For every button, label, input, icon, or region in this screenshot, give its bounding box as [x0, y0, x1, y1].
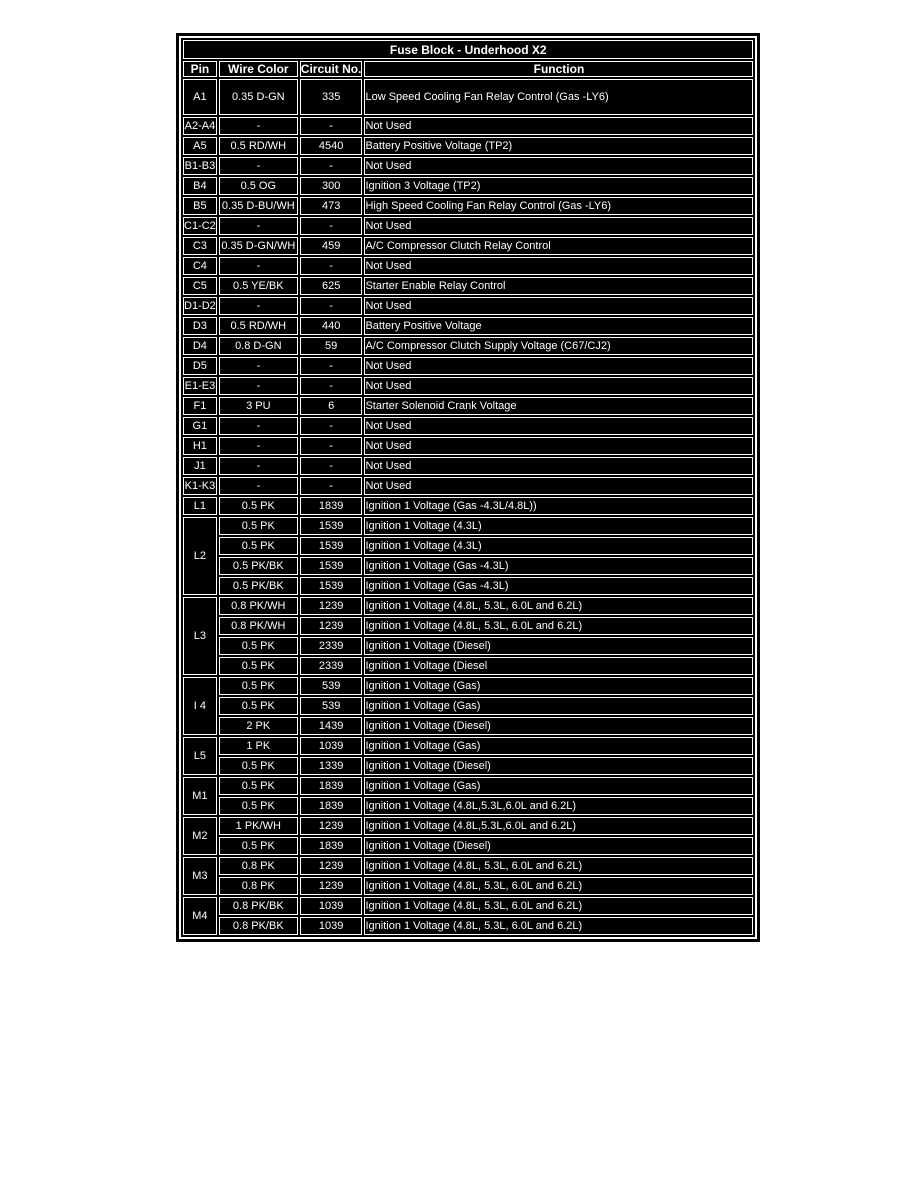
wire-color-cell: - — [219, 217, 298, 235]
circuit-no-cell: 1039 — [300, 737, 363, 755]
pin-cell: E1-E3 — [183, 377, 217, 395]
table-row — [183, 177, 753, 195]
pin-cell: A1 — [183, 79, 217, 115]
function-cell: Not Used — [364, 357, 753, 375]
pin-cell: B4 — [183, 177, 217, 195]
circuit-no-cell: 1039 — [300, 897, 363, 915]
wire-color-cell: - — [219, 117, 298, 135]
circuit-no-cell: 300 — [300, 177, 363, 195]
table-row — [183, 377, 753, 395]
table-row — [183, 617, 753, 635]
function-cell: Not Used — [364, 417, 753, 435]
table-row — [183, 737, 753, 755]
circuit-no-cell: 440 — [300, 317, 363, 335]
circuit-no-cell: 1539 — [300, 557, 363, 575]
pin-cell: D3 — [183, 317, 217, 335]
table-row — [183, 277, 753, 295]
wire-color-cell: 0.5 PK — [219, 537, 298, 555]
wire-color-cell: - — [219, 297, 298, 315]
pin-cell: D4 — [183, 337, 217, 355]
function-cell: Not Used — [364, 457, 753, 475]
pin-cell: L2 — [183, 517, 217, 595]
table-row — [183, 397, 753, 415]
function-cell: Ignition 1 Voltage (Gas -4.3L) — [364, 577, 753, 595]
wire-color-cell: 0.8 PK — [219, 877, 298, 895]
function-cell: Not Used — [364, 117, 753, 135]
function-cell: Not Used — [364, 257, 753, 275]
function-cell: Ignition 1 Voltage (4.8L, 5.3L, 6.0L and 6.2L) — [364, 917, 753, 935]
wire-color-cell: 0.5 RD/WH — [219, 317, 298, 335]
table-row — [183, 337, 753, 355]
circuit-no-cell: 4540 — [300, 137, 363, 155]
pin-cell: M1 — [183, 777, 217, 815]
table-row — [183, 677, 753, 695]
column-header: Wire Color — [219, 61, 298, 77]
table-row — [183, 457, 753, 475]
function-cell: Low Speed Cooling Fan Relay Control (Gas -LY6) — [364, 79, 753, 115]
table-row — [183, 877, 753, 895]
table-row — [183, 657, 753, 675]
function-cell: Ignition 1 Voltage (4.8L,5.3L,6.0L and 6.2L) — [364, 817, 753, 835]
wire-color-cell: 0.5 PK/BK — [219, 557, 298, 575]
pin-cell: G1 — [183, 417, 217, 435]
circuit-no-cell: - — [300, 417, 363, 435]
circuit-no-cell: 1539 — [300, 577, 363, 595]
wire-color-cell: 0.5 PK — [219, 797, 298, 815]
table-row — [183, 217, 753, 235]
function-cell: Ignition 1 Voltage (Diesel) — [364, 757, 753, 775]
function-cell: Ignition 1 Voltage (Diesel — [364, 657, 753, 675]
circuit-no-cell: - — [300, 157, 363, 175]
function-cell: Not Used — [364, 297, 753, 315]
pin-cell: C5 — [183, 277, 217, 295]
function-cell: Not Used — [364, 437, 753, 455]
wire-color-cell: 0.8 PK — [219, 857, 298, 875]
function-cell: Ignition 1 Voltage (4.3L) — [364, 517, 753, 535]
function-cell: Ignition 1 Voltage (4.8L, 5.3L, 6.0L and 6.2L) — [364, 857, 753, 875]
table-row — [183, 497, 753, 515]
table-row — [183, 297, 753, 315]
pin-cell: C1-C2 — [183, 217, 217, 235]
circuit-no-cell: - — [300, 477, 363, 495]
wire-color-cell: - — [219, 477, 298, 495]
wire-color-cell: 0.35 D-BU/WH — [219, 197, 298, 215]
wire-color-cell: - — [219, 437, 298, 455]
table-row — [183, 697, 753, 715]
circuit-no-cell: 1239 — [300, 857, 363, 875]
wire-color-cell: 1 PK/WH — [219, 817, 298, 835]
function-cell: Starter Enable Relay Control — [364, 277, 753, 295]
table-row — [183, 237, 753, 255]
circuit-no-cell: 473 — [300, 197, 363, 215]
column-header: Pin — [183, 61, 217, 77]
pin-cell: M4 — [183, 897, 217, 935]
function-cell: Ignition 1 Voltage (4.8L, 5.3L, 6.0L and 6.2L) — [364, 877, 753, 895]
table-row — [183, 517, 753, 535]
function-cell: Ignition 1 Voltage (Diesel) — [364, 717, 753, 735]
function-cell: Starter Solenoid Crank Voltage — [364, 397, 753, 415]
function-cell: Battery Positive Voltage (TP2) — [364, 137, 753, 155]
pin-cell: H1 — [183, 437, 217, 455]
table-title-row — [183, 40, 753, 59]
table-row — [183, 917, 753, 935]
function-cell: Ignition 1 Voltage (Diesel) — [364, 637, 753, 655]
circuit-no-cell: 335 — [300, 79, 363, 115]
wire-color-cell: 0.5 PK — [219, 677, 298, 695]
wire-color-cell: 0.8 PK/BK — [219, 917, 298, 935]
wire-color-cell: - — [219, 417, 298, 435]
pin-cell: D1-D2 — [183, 297, 217, 315]
function-cell: High Speed Cooling Fan Relay Control (Gas -LY6) — [364, 197, 753, 215]
wire-color-cell: 3 PU — [219, 397, 298, 415]
function-cell: Ignition 1 Voltage (Gas) — [364, 697, 753, 715]
circuit-no-cell: - — [300, 297, 363, 315]
circuit-no-cell: 1439 — [300, 717, 363, 735]
wire-color-cell: 2 PK — [219, 717, 298, 735]
function-cell: A/C Compressor Clutch Supply Voltage (C67/CJ2) — [364, 337, 753, 355]
circuit-no-cell: 1239 — [300, 597, 363, 615]
table-row — [183, 637, 753, 655]
circuit-no-cell: 1839 — [300, 497, 363, 515]
pin-cell: A5 — [183, 137, 217, 155]
table-row — [183, 257, 753, 275]
wire-color-cell: 0.5 PK — [219, 637, 298, 655]
wire-color-cell: 0.5 PK — [219, 777, 298, 795]
fuse-block-table-wrapper — [176, 33, 760, 942]
circuit-no-cell: 1539 — [300, 517, 363, 535]
wire-color-cell: 0.5 RD/WH — [219, 137, 298, 155]
wire-color-cell: 0.8 PK/BK — [219, 897, 298, 915]
wire-color-cell: 0.5 PK — [219, 697, 298, 715]
wire-color-cell: 0.5 PK — [219, 837, 298, 855]
table-row — [183, 777, 753, 795]
circuit-no-cell: 1839 — [300, 777, 363, 795]
circuit-no-cell: - — [300, 377, 363, 395]
circuit-no-cell: 1239 — [300, 817, 363, 835]
table-row — [183, 577, 753, 595]
table-row — [183, 317, 753, 335]
table-row — [183, 117, 753, 135]
table-row — [183, 817, 753, 835]
wire-color-cell: 1 PK — [219, 737, 298, 755]
table-row — [183, 717, 753, 735]
function-cell: Not Used — [364, 477, 753, 495]
circuit-no-cell: 2339 — [300, 637, 363, 655]
function-cell: Ignition 1 Voltage (4.8L, 5.3L, 6.0L and 6.2L) — [364, 617, 753, 635]
table-header-row — [183, 61, 753, 77]
function-cell: Not Used — [364, 377, 753, 395]
table-row — [183, 437, 753, 455]
pin-cell: A2-A4 — [183, 117, 217, 135]
function-cell: Ignition 1 Voltage (Gas) — [364, 677, 753, 695]
pin-cell: L3 — [183, 597, 217, 675]
function-cell: Ignition 1 Voltage (4.8L, 5.3L, 6.0L and 6.2L) — [364, 597, 753, 615]
function-cell: Not Used — [364, 217, 753, 235]
pin-cell: B5 — [183, 197, 217, 215]
table-row — [183, 897, 753, 915]
table-row — [183, 157, 753, 175]
circuit-no-cell: - — [300, 437, 363, 455]
wire-color-cell: - — [219, 157, 298, 175]
pin-cell: M2 — [183, 817, 217, 855]
circuit-no-cell: - — [300, 257, 363, 275]
wire-color-cell: 0.35 D-GN/WH — [219, 237, 298, 255]
table-row — [183, 197, 753, 215]
table-row — [183, 137, 753, 155]
pin-cell: J1 — [183, 457, 217, 475]
table-row — [183, 837, 753, 855]
column-header: Function — [364, 61, 753, 77]
wire-color-cell: 0.5 PK — [219, 517, 298, 535]
circuit-no-cell: 1539 — [300, 537, 363, 555]
pin-cell: L1 — [183, 497, 217, 515]
pin-cell: B1-B3 — [183, 157, 217, 175]
circuit-no-cell: 2339 — [300, 657, 363, 675]
function-cell: Ignition 1 Voltage (4.8L, 5.3L, 6.0L and 6.2L) — [364, 897, 753, 915]
circuit-no-cell: 539 — [300, 677, 363, 695]
pin-cell: L5 — [183, 737, 217, 775]
function-cell: Not Used — [364, 157, 753, 175]
circuit-no-cell: 539 — [300, 697, 363, 715]
circuit-no-cell: - — [300, 357, 363, 375]
wire-color-cell: 0.5 YE/BK — [219, 277, 298, 295]
function-cell: Ignition 1 Voltage (4.3L) — [364, 537, 753, 555]
wire-color-cell: 0.5 OG — [219, 177, 298, 195]
wire-color-cell: - — [219, 457, 298, 475]
pin-cell: M3 — [183, 857, 217, 895]
wire-color-cell: 0.8 PK/WH — [219, 597, 298, 615]
wire-color-cell: 0.8 PK/WH — [219, 617, 298, 635]
pin-cell: C4 — [183, 257, 217, 275]
wire-color-cell: 0.35 D-GN — [219, 79, 298, 115]
table-row — [183, 477, 753, 495]
table-row — [183, 797, 753, 815]
table-row — [183, 757, 753, 775]
pin-cell: D5 — [183, 357, 217, 375]
circuit-no-cell: 1339 — [300, 757, 363, 775]
circuit-no-cell: 625 — [300, 277, 363, 295]
wire-color-cell: 0.5 PK — [219, 757, 298, 775]
circuit-no-cell: 1839 — [300, 837, 363, 855]
table-row — [183, 557, 753, 575]
column-header: Circuit No. — [300, 62, 362, 76]
circuit-no-cell: 1239 — [300, 877, 363, 895]
circuit-no-cell: 6 — [300, 397, 363, 415]
circuit-no-cell: - — [300, 117, 363, 135]
wire-color-cell: 0.8 D-GN — [219, 337, 298, 355]
circuit-no-cell: 1039 — [300, 917, 363, 935]
wire-color-cell: 0.5 PK — [219, 497, 298, 515]
function-cell: Battery Positive Voltage — [364, 317, 753, 335]
pin-cell: I 4 — [183, 677, 217, 735]
circuit-no-cell: - — [300, 457, 363, 475]
wire-color-cell: - — [219, 257, 298, 275]
function-cell: Ignition 1 Voltage (Gas -4.3L/4.8L)) — [364, 497, 753, 515]
function-cell: A/C Compressor Clutch Relay Control — [364, 237, 753, 255]
table-row — [183, 857, 753, 875]
circuit-no-cell: 459 — [300, 237, 363, 255]
wire-color-cell: 0.5 PK/BK — [219, 577, 298, 595]
circuit-no-cell: 59 — [300, 337, 363, 355]
function-cell: Ignition 1 Voltage (Gas) — [364, 777, 753, 795]
function-cell: Ignition 1 Voltage (Diesel) — [364, 837, 753, 855]
fuse-block-table — [179, 36, 757, 939]
table-row — [183, 79, 753, 115]
circuit-no-cell: - — [300, 217, 363, 235]
table-title: Fuse Block - Underhood X2 — [183, 40, 753, 59]
pin-cell: F1 — [183, 397, 217, 415]
circuit-no-cell: 1839 — [300, 797, 363, 815]
table-row — [183, 537, 753, 555]
wire-color-cell: 0.5 PK — [219, 657, 298, 675]
circuit-no-cell: 1239 — [300, 617, 363, 635]
table-row — [183, 597, 753, 615]
function-cell: Ignition 3 Voltage (TP2) — [364, 177, 753, 195]
function-cell: Ignition 1 Voltage (4.8L,5.3L,6.0L and 6.2L) — [364, 797, 753, 815]
function-cell: Ignition 1 Voltage (Gas) — [364, 737, 753, 755]
table-row — [183, 357, 753, 375]
function-cell: Ignition 1 Voltage (Gas -4.3L) — [364, 557, 753, 575]
wire-color-cell: - — [219, 377, 298, 395]
pin-cell: C3 — [183, 237, 217, 255]
table-row — [183, 417, 753, 435]
wire-color-cell: - — [219, 357, 298, 375]
pin-cell: K1-K3 — [183, 477, 217, 495]
